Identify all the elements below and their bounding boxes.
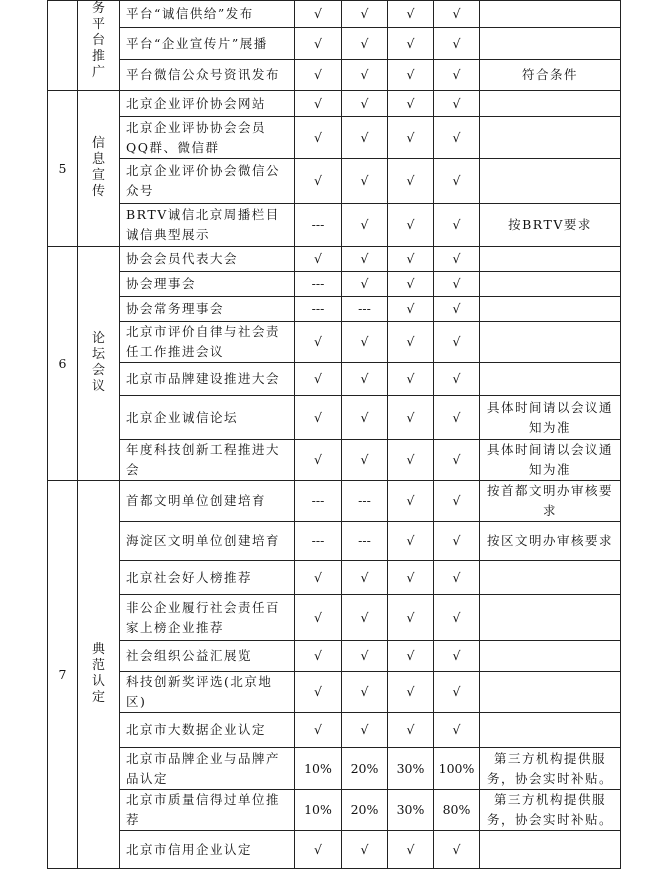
item-name: 协会会员代表大会	[120, 247, 295, 272]
table-row	[48, 672, 621, 713]
table-row	[48, 790, 621, 831]
level-mark: ---	[342, 522, 388, 561]
table-row	[48, 1, 621, 28]
level-mark: √	[388, 1, 434, 28]
table-row	[48, 713, 621, 748]
level-mark: √	[434, 159, 480, 204]
group-category	[78, 1, 120, 91]
level-mark: √	[434, 831, 480, 869]
level-mark: ---	[295, 481, 342, 522]
level-mark: √	[388, 28, 434, 60]
group-category-label: 论坛会议	[91, 331, 105, 394]
level-mark: 10%	[295, 748, 342, 790]
level-mark: ---	[295, 272, 342, 297]
remark	[480, 672, 621, 713]
level-mark: √	[434, 595, 480, 641]
level-mark: √	[342, 272, 388, 297]
group-number: 6	[48, 247, 78, 481]
level-mark: √	[388, 159, 434, 204]
remark	[480, 91, 621, 117]
item-name: 社会组织公益汇展览	[120, 641, 295, 672]
level-mark: √	[295, 247, 342, 272]
level-mark: √	[434, 1, 480, 28]
remark	[480, 28, 621, 60]
item-name: 北京企业诚信论坛	[120, 396, 295, 440]
table-row	[48, 247, 621, 272]
table-row	[48, 28, 621, 60]
remark: 具体时间请以会议通知为准	[480, 396, 621, 440]
level-mark: 10%	[295, 790, 342, 831]
level-mark: √	[295, 440, 342, 481]
level-mark: √	[342, 159, 388, 204]
remark	[480, 831, 621, 869]
level-mark: √	[434, 204, 480, 247]
level-mark: √	[388, 396, 434, 440]
level-mark: √	[388, 561, 434, 595]
remark: 按BRTV要求	[480, 204, 621, 247]
level-mark: √	[434, 297, 480, 322]
item-name: 北京市大数据企业认定	[120, 713, 295, 748]
level-mark: √	[434, 641, 480, 672]
remark	[480, 247, 621, 272]
item-name: 海淀区文明单位创建培育	[120, 522, 295, 561]
level-mark: √	[434, 561, 480, 595]
table-row	[48, 204, 621, 247]
level-mark: √	[295, 831, 342, 869]
item-name: 协会常务理事会	[120, 297, 295, 322]
table-row	[48, 561, 621, 595]
level-mark: √	[388, 595, 434, 641]
group-category	[78, 481, 120, 869]
table-row	[48, 272, 621, 297]
level-mark: ---	[342, 481, 388, 522]
item-name: 年度科技创新工程推进大会	[120, 440, 295, 481]
level-mark: √	[342, 641, 388, 672]
table-body	[48, 1, 621, 869]
level-mark: √	[434, 396, 480, 440]
level-mark: √	[342, 322, 388, 363]
table-row	[48, 481, 621, 522]
level-mark: 30%	[388, 790, 434, 831]
level-mark: √	[295, 322, 342, 363]
remark	[480, 595, 621, 641]
level-mark: √	[342, 91, 388, 117]
remark	[480, 363, 621, 396]
level-mark: ---	[342, 297, 388, 322]
item-name: 平台“诚信供给”发布	[120, 1, 295, 28]
level-mark: 30%	[388, 748, 434, 790]
remark: 按首都文明办审核要求	[480, 481, 621, 522]
level-mark: √	[342, 117, 388, 159]
remark	[480, 713, 621, 748]
item-name: 平台“企业宣传片”展播	[120, 28, 295, 60]
table-row	[48, 322, 621, 363]
level-mark: √	[342, 831, 388, 869]
level-mark: √	[434, 28, 480, 60]
group-number: 7	[48, 481, 78, 869]
group-category	[78, 247, 120, 481]
level-mark: √	[342, 204, 388, 247]
level-mark: √	[388, 322, 434, 363]
item-name: 协会理事会	[120, 272, 295, 297]
table-row	[48, 117, 621, 159]
level-mark: √	[342, 672, 388, 713]
item-name: 北京市品牌企业与品牌产品认定	[120, 748, 295, 790]
remark: 具体时间请以会议通知为准	[480, 440, 621, 481]
level-mark: √	[342, 363, 388, 396]
remark	[480, 117, 621, 159]
level-mark: √	[295, 363, 342, 396]
level-mark: √	[388, 117, 434, 159]
table-row	[48, 60, 621, 91]
level-mark: √	[295, 396, 342, 440]
remark	[480, 561, 621, 595]
level-mark: √	[295, 91, 342, 117]
table-row	[48, 159, 621, 204]
level-mark: √	[388, 91, 434, 117]
level-mark: √	[295, 1, 342, 28]
remark: 按区文明办审核要求	[480, 522, 621, 561]
group-category	[78, 91, 120, 247]
level-mark: √	[295, 117, 342, 159]
level-mark: √	[388, 672, 434, 713]
level-mark: √	[342, 396, 388, 440]
level-mark: ---	[295, 204, 342, 247]
level-mark: √	[295, 595, 342, 641]
remark	[480, 322, 621, 363]
remark	[480, 297, 621, 322]
level-mark: √	[342, 440, 388, 481]
level-mark: ---	[295, 522, 342, 561]
level-mark: √	[388, 713, 434, 748]
item-name: 科技创新奖评选(北京地区)	[120, 672, 295, 713]
table-row	[48, 91, 621, 117]
item-name: 北京企业评价协会微信公众号	[120, 159, 295, 204]
table-row	[48, 595, 621, 641]
level-mark: √	[342, 595, 388, 641]
table-row	[48, 396, 621, 440]
level-mark: √	[434, 60, 480, 91]
level-mark: √	[295, 641, 342, 672]
remark: 符合条件	[480, 60, 621, 91]
level-mark: √	[295, 561, 342, 595]
item-name: 北京市品牌建设推进大会	[120, 363, 295, 396]
level-mark: 20%	[342, 748, 388, 790]
level-mark: √	[434, 672, 480, 713]
level-mark: √	[388, 481, 434, 522]
remark	[480, 1, 621, 28]
item-name: 非公企业履行社会责任百家上榜企业推荐	[120, 595, 295, 641]
level-mark: √	[388, 204, 434, 247]
level-mark: √	[388, 641, 434, 672]
table-row	[48, 363, 621, 396]
remark: 第三方机构提供服务，协会实时补贴。	[480, 748, 621, 790]
level-mark: √	[388, 247, 434, 272]
level-mark: 20%	[342, 790, 388, 831]
level-mark: 100%	[434, 748, 480, 790]
level-mark: √	[434, 322, 480, 363]
level-mark: √	[388, 272, 434, 297]
group-number: 5	[48, 91, 78, 247]
level-mark: √	[388, 440, 434, 481]
level-mark: √	[342, 247, 388, 272]
level-mark: √	[388, 831, 434, 869]
level-mark: √	[295, 60, 342, 91]
level-mark: √	[434, 440, 480, 481]
table-row	[48, 522, 621, 561]
item-name: 北京企业评协协会会员QQ群、微信群	[120, 117, 295, 159]
level-mark: √	[434, 363, 480, 396]
level-mark: √	[434, 272, 480, 297]
item-name: 北京企业评价协会网站	[120, 91, 295, 117]
level-mark: √	[342, 561, 388, 595]
level-mark: √	[434, 117, 480, 159]
level-mark: √	[434, 481, 480, 522]
level-mark: √	[295, 28, 342, 60]
level-mark: √	[342, 713, 388, 748]
level-mark: √	[295, 672, 342, 713]
level-mark: √	[434, 713, 480, 748]
group-category-label: 典范认定	[91, 642, 105, 705]
item-name: 平台微信公众号资讯发布	[120, 60, 295, 91]
level-mark: √	[434, 247, 480, 272]
item-name: BRTV诚信北京周播栏目诚信典型展示	[120, 204, 295, 247]
remark: 第三方机构提供服务，协会实时补贴。	[480, 790, 621, 831]
level-mark: √	[295, 159, 342, 204]
remark	[480, 159, 621, 204]
group-number	[48, 1, 78, 91]
level-mark: √	[388, 522, 434, 561]
group-category-label: 务平台推广	[91, 1, 105, 80]
level-mark: √	[388, 297, 434, 322]
level-mark: √	[388, 363, 434, 396]
level-mark: √	[434, 522, 480, 561]
group-category-label: 信息宣传	[91, 136, 105, 199]
remark	[480, 641, 621, 672]
table-row	[48, 641, 621, 672]
level-mark: ---	[295, 297, 342, 322]
level-mark: √	[434, 91, 480, 117]
level-mark: √	[295, 713, 342, 748]
item-name: 北京市质量信得过单位推荐	[120, 790, 295, 831]
item-name: 首都文明单位创建培育	[120, 481, 295, 522]
table-row	[48, 748, 621, 790]
table-row	[48, 831, 621, 869]
service-table	[47, 0, 621, 869]
level-mark: √	[388, 60, 434, 91]
level-mark: √	[342, 1, 388, 28]
level-mark: √	[342, 28, 388, 60]
table-row	[48, 440, 621, 481]
level-mark: 80%	[434, 790, 480, 831]
item-name: 北京市评价自律与社会责任工作推进会议	[120, 322, 295, 363]
level-mark: √	[342, 60, 388, 91]
table-row	[48, 297, 621, 322]
remark	[480, 272, 621, 297]
item-name: 北京社会好人榜推荐	[120, 561, 295, 595]
item-name: 北京市信用企业认定	[120, 831, 295, 869]
